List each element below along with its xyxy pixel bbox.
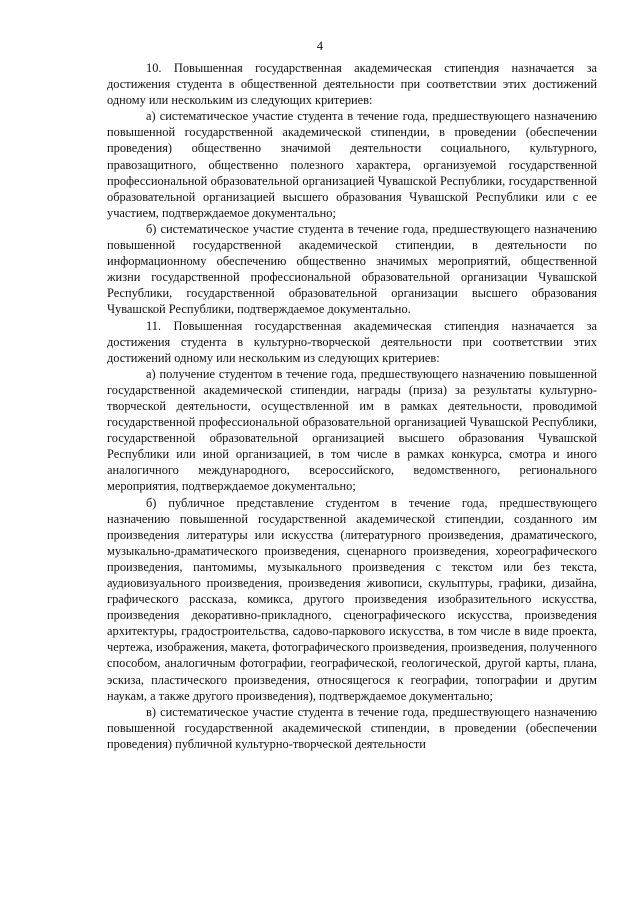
paragraph-11-intro: 11. Повышенная государственная академическая стипендия назначается за достижения студента в культурно-творческой деятельности при соответствии этих достижений одному или нескольким из следующих критериев: (107, 318, 597, 365)
paragraph-11-b: б) публичное представление студентом в течение года, предшествующего назначению повышенной государственной академической стипендии, созданного им произведения литературы или искусства (литературного произведения, драматического, музыкально-драматического произведения, сценарного произведения, хореографического произведения, пантомимы, музыкального произведения с текстом или без текста, аудиовизуального произведения, произведения живописи, скульптуры, графики, дизайна, графического рассказа, комикса, другого произведения изобразительного искусства, произведения декоративно-прикладного, сценографического искусства, произведения архитектуры, градостроительства, садово-паркового искусства, в том числе в виде проекта, чертежа, изображения, макета, фотографического произведения, произведения, полученного способом, аналогичным фотографии, географической, геологической, другой карты, плана, эскиза, пластического произведения, относящегося к географии, топографии и другим наукам, а также другого произведения), подтверждаемое документально; (107, 495, 597, 703)
paragraph-10-b: б) систематическое участие студента в течение года, предшествующего назначению повышенной государственной академической стипендии, в деятельности по информационному обеспечению общественно значимых мероприятий, общественной жизни государственной профессиональной образовательной организации Чувашской Республики, государственной образовательной организации высшего образования Чувашской Республики, подтверждаемое документально. (107, 221, 597, 317)
body-text (107, 60, 597, 752)
paragraph-10-a: а) систематическое участие студента в течение года, предшествующего назначению повышенной государственной академической стипендии, в проведении (обеспечении проведения) общественно значимой деятельности социального, культурного, правозащитного, общественно полезного характера, организуемой государственной профессиональной образовательной организацией Чувашской Республики, государственной образовательной организацией высшего образования Чувашской Республики или с ее участием, подтверждаемое документально; (107, 109, 597, 220)
page-number: 4 (316, 39, 324, 53)
paragraph-11-c: в) систематическое участие студента в течение года, предшествующего назначению повышенной государственной академической стипендии, в проведении (обеспечении проведения) публичной культурно-творческой деятельности (107, 704, 597, 751)
paragraph-11-a: а) получение студентом в течение года, предшествующего назначению повышенной государственной академической стипендии, награды (приза) за результаты культурно-творческой деятельности, осуществленной им в рамках деятельности, проводимой государственной профессиональной образовательной организацией Чувашской Республики, государственной образовательной организацией высшего образования Чувашской Республики или иной организацией, в том числе в рамках конкурса, смотра и иного аналогичного международного, всероссийского, ведомственного, регионального мероприятия, подтверждаемое документально; (107, 366, 597, 494)
paragraph-10-intro: 10. Повышенная государственная академическая стипендия назначается за достижения студента в общественной деятельности при соответствии этих достижений одному или нескольким из следующих критериев: (107, 61, 597, 108)
